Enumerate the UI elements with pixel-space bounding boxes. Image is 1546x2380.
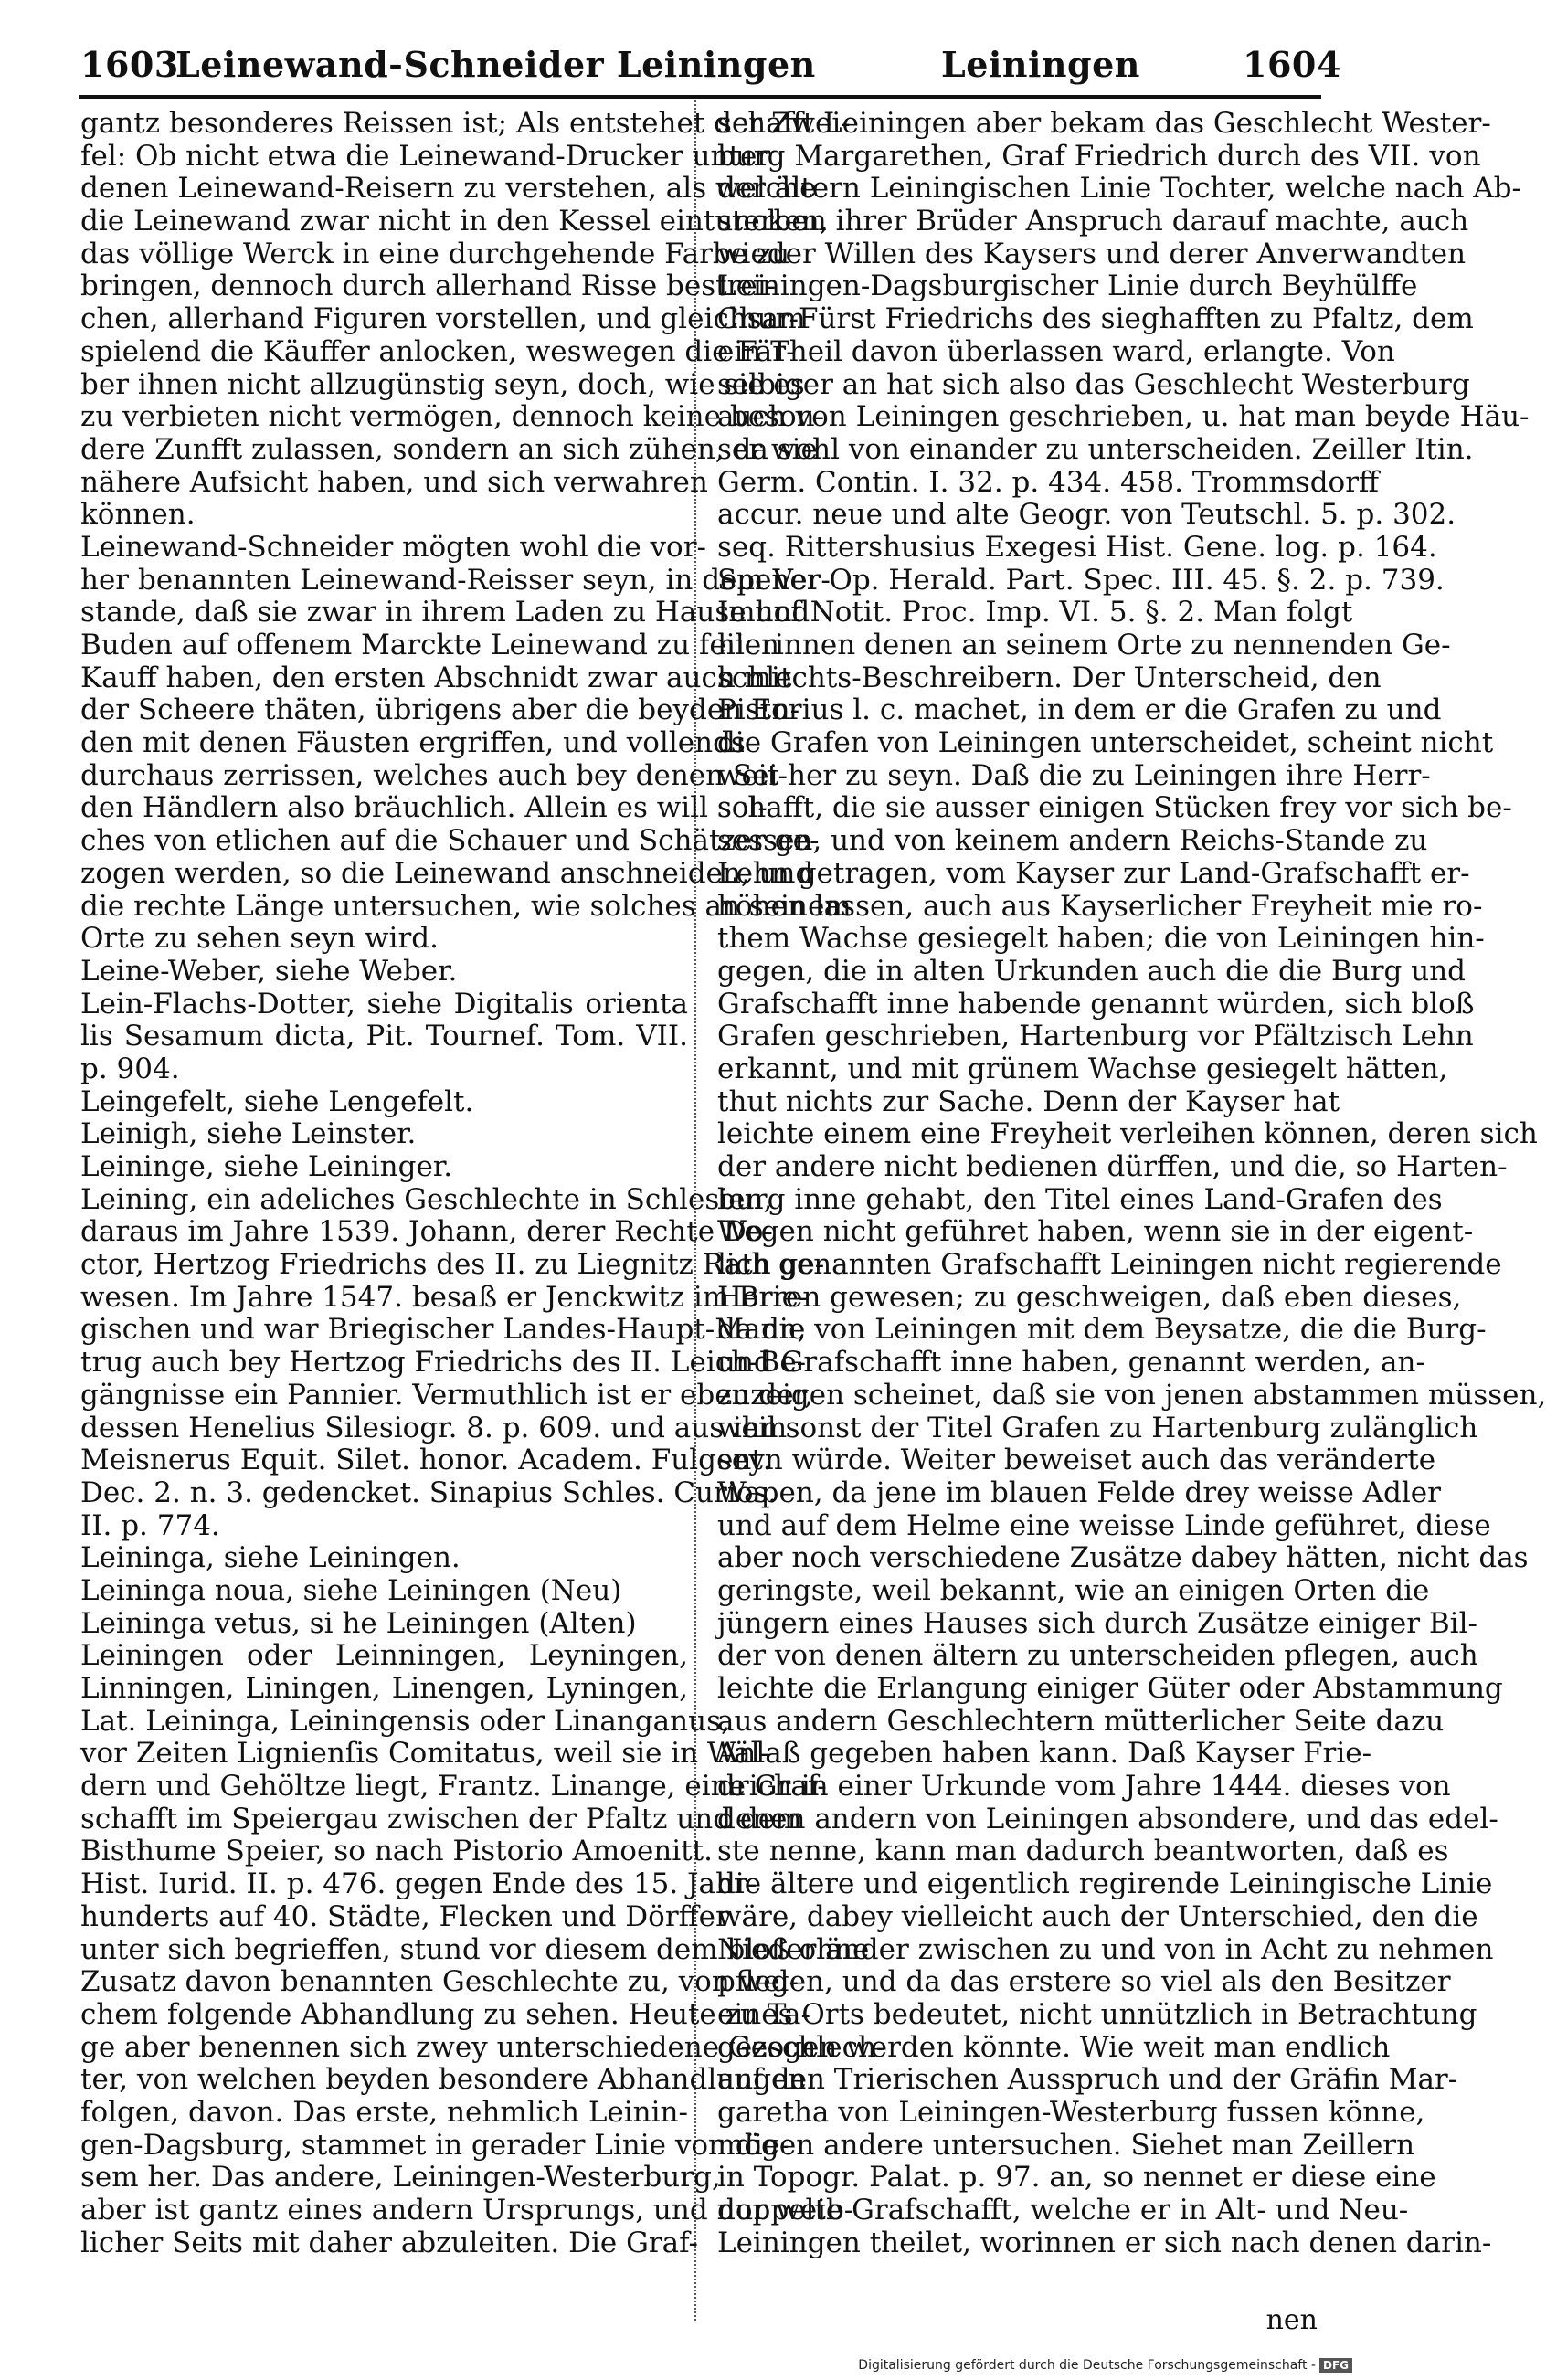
text-line: jüngern eines Hauses sich durch Zusätze einiger Bil- (717, 1606, 1477, 1640)
text-line: denen Leinewand-Reisern zu verstehen, als welche (80, 172, 817, 206)
text-line: Leininga noua, siehe Leiningen (Neu) (80, 1573, 622, 1607)
text-line: durchaus zerrissen, welches auch bey denen Sei- (80, 758, 788, 792)
text-line: Spener Op. Herald. Part. Spec. III. 45. §. 2. p. 739. (717, 563, 1445, 597)
left-page-number: 1603 (80, 44, 179, 85)
right-running-title: Leiningen (941, 44, 1140, 85)
text-line: Leinewand-Schneider mögten wohl die vor- (80, 530, 706, 564)
text-line: eines Orts bedeutet, nicht unnützlich in Betrachtung (717, 1997, 1477, 2031)
header-rule (79, 95, 1321, 99)
text-line: thut nichts zur Sache. Denn der Kayser hat (717, 1084, 1340, 1118)
text-line: sem her. Das andere, Leiningen-Westerburg, (80, 2161, 721, 2195)
text-line: sessen, und von keinem andern Reichs-Stande zu (717, 824, 1428, 858)
text-line: die ältere und eigentlich regirende Leiningische Linie (717, 1867, 1493, 1901)
right-column (717, 107, 1546, 2259)
text-line: seyn würde. Weiter beweiset auch das veränderte (717, 1444, 1436, 1477)
text-line: wieder Willen des Kaysers und derer Anverwandten (717, 237, 1467, 270)
text-line: da die von Leiningen mit dem Beysatze, die die Burg- (717, 1313, 1487, 1347)
text-line: Linningen, Liningen, Linengen, Lyningen, (80, 1672, 688, 1705)
text-line: selbiger an hat sich also das Geschlecht Westerburg (717, 367, 1470, 401)
text-line: unter sich begrieffen, stund vor diesem dem bloß ohne (80, 1932, 870, 1966)
text-line: Orte zu sehen seyn wird. (80, 922, 439, 956)
text-line: mögen andere untersuchen. Siehet man Zeillern (717, 2128, 1415, 2162)
text-line: accur. neue und alte Geogr. von Teutschl. 5. p. 302. (717, 498, 1456, 532)
text-line: leichte die Erlangung einiger Güter oder Abstammung (717, 1672, 1503, 1705)
text-line: lich genannten Grafschafft Leiningen nicht regierende (717, 1248, 1502, 1282)
text-line: Chur-Fürst Friedrichs des sieghafften zu Pfaltz, dem (717, 302, 1474, 336)
text-line: burg inne gehabt, den Titel eines Land-Grafen des (717, 1182, 1443, 1216)
text-line: ctor, Hertzog Friedrichs des II. zu Liegnitz Rath ge- (80, 1248, 825, 1282)
text-line: gegen, die in alten Urkunden auch die die Burg und (717, 954, 1467, 988)
text-line: zogen werden, so die Leinewand anschneiden, und (80, 856, 814, 890)
text-line: Wapen, da jene im blauen Felde drey weisse Adler (717, 1476, 1441, 1509)
text-line: zuzeigen scheinet, daß sie von jenen abstammen müssen, (717, 1378, 1546, 1412)
text-line: hunderts auf 40. Städte, Flecken und Dörffer (80, 1899, 729, 1933)
text-line: schafft, die sie ausser einigen Stücken frey vor sich be- (717, 791, 1512, 825)
text-line: der ältern Leiningischen Linie Tochter, welche nach Ab- (717, 172, 1521, 206)
text-line: Lat. Leininga, Leiningensis oder Linanganus, (80, 1704, 730, 1738)
text-line: den mit denen Fäusten ergriffen, und vollends (80, 726, 746, 760)
text-line: der andere nicht bedienen dürffen, und die, so Harten- (717, 1150, 1508, 1183)
text-line: aus andern Geschlechtern mütterlicher Seite dazu (717, 1704, 1445, 1738)
text-line: folgen, davon. Das erste, nehmlich Leinin- (80, 2095, 688, 2129)
text-line: doppelte Grafschafft, welche er in Alt- und Neu- (717, 2194, 1409, 2227)
text-line: schafft Leiningen aber bekam das Geschlecht Wester- (717, 107, 1491, 140)
text-line: ste nenne, kann man dadurch beantworten, daß es (717, 1835, 1449, 1868)
text-line: Leiningen oder Leinningen, Leyningen, (80, 1639, 688, 1673)
text-line: der Scheere thäten, übrigens aber die beyden En- (80, 693, 800, 727)
text-line: drich in einer Urkunde vom Jahre 1444. dieses von (717, 1770, 1451, 1804)
text-line: Niederländer zwischen zu und von in Acht zu nehmen (717, 1932, 1494, 1966)
text-line: geringste, weil bekannt, wie an einigen Orten die (717, 1573, 1430, 1607)
text-line: wäre, dabey vielleicht auch der Unterschied, den die (717, 1899, 1478, 1933)
text-line: aber noch verschiedene Zusätze dabey hätten, nicht das (717, 1541, 1529, 1575)
text-line: gischen und war Briegischer Landes-Haupt-Mann, (80, 1313, 807, 1347)
text-line: Leinigh, siehe Leinster. (80, 1117, 417, 1151)
text-line: können. (80, 498, 196, 532)
text-line: ches von etlichen auf die Schauer und Schätzer ge- (80, 824, 820, 858)
text-line: auf den Trierischen Ausspruch und der Gräfin Mar- (717, 2063, 1458, 2097)
text-line: und auf dem Helme eine weisse Linde geführet, diese (717, 1508, 1491, 1542)
text-line: trug auch bey Hertzog Friedrichs des II. Leich-Be- (80, 1346, 807, 1380)
left-column (80, 107, 886, 2259)
text-line: bringen, dennoch durch allerhand Risse bestrei- (80, 270, 777, 303)
text-line: vor Zeiten Lignienſis Comitatus, weil sie in Wäl- (80, 1737, 769, 1771)
text-line: Leining, ein adeliches Geschlechte in Schlesien, (80, 1182, 773, 1216)
text-line: them Wachse gesiegelt haben; die von Leiningen hin- (717, 922, 1485, 956)
text-line: schafft im Speiergau zwischen der Pfaltz und dem (80, 1802, 802, 1835)
text-line: ein Theil davon überlassen ward, erlangte. Von (717, 334, 1395, 368)
text-line: dessen Henelius Silesiogr. 8. p. 609. und aus ihm (80, 1411, 788, 1444)
text-line: Leine-Weber, siehe Weber. (80, 954, 458, 988)
left-running-title: Leinewand-Schneider Leiningen (175, 44, 816, 85)
text-line: die rechte Länge untersuchen, wie solches an seinem (80, 889, 852, 923)
catchword: nen (1265, 2304, 1318, 2336)
text-line: dern und Gehöltze liegt, Frantz. Linange, eine Graf- (80, 1770, 827, 1804)
text-line: spielend die Käuffer anlocken, weswegen die Fär- (80, 334, 796, 368)
text-line: den Händlern also bräuchlich. Allein es will sol- (80, 791, 768, 825)
text-line: ter, von welchen beyden besondere Abhandlungen (80, 2063, 807, 2097)
text-line: stande, daß sie zwar in ihrem Laden zu Hause und (80, 596, 810, 629)
text-line: erkannt, und mit grünem Wachse gesiegelt hätten, (717, 1052, 1448, 1085)
text-line: Wegen nicht geführet haben, wenn sie in der eigent- (717, 1215, 1474, 1249)
text-line: das völlige Werck in eine durchgehende Farbe zu (80, 237, 790, 270)
text-line: licher Seits mit daher abzuleiten. Die Graf- (80, 2226, 698, 2259)
text-line: Buden auf offenem Marckte Leinewand zu feilen (80, 629, 779, 661)
text-line: burg Margarethen, Graf Friedrich durch des VII. von (717, 139, 1481, 173)
text-line: Dec. 2. n. 3. gedencket. Sinapius Schles. Curios. (80, 1476, 778, 1509)
text-line: Zusatz davon benannten Geschlechte zu, von wel- (80, 1965, 799, 1999)
text-line: Anlaß gegeben haben kann. Daß Kayser Frie- (717, 1737, 1372, 1771)
text-line: sterben ihrer Brüder Anspruch darauf machte, auch (717, 205, 1469, 238)
text-line: der von denen ältern zu unterscheiden pflegen, auch (717, 1639, 1478, 1673)
text-line: aber ist gantz eines andern Ursprungs, und nur weib- (80, 2194, 854, 2227)
text-line: schlechts-Beschreibern. Der Unterscheid, den (717, 661, 1382, 694)
text-line: und Grafschafft inne haben, genannt werden, an- (717, 1346, 1425, 1380)
text-line: gängnisse ein Pannier. Vermuthlich ist er eben der, (80, 1378, 813, 1412)
text-line: p. 904. (80, 1052, 180, 1085)
text-line: denen andern von Leiningen absondere, und das edel- (717, 1802, 1498, 1835)
text-line: Lehn getragen, vom Kayser zur Land-Grafschafft er- (717, 856, 1470, 890)
text-line: weit her zu seyn. Daß die zu Leiningen ihre Herr- (717, 758, 1431, 792)
text-line: fel: Ob nicht etwa die Leinewand-Drucker unter (80, 139, 771, 173)
text-line: Kauff haben, den ersten Abschnidt zwar auch mit (80, 661, 792, 694)
text-line: Leiningen-Dagsburgischer Linie durch Beyhülffe (717, 270, 1418, 303)
text-line: daraus im Jahre 1539. Johann, derer Rechte Do- (80, 1215, 773, 1249)
text-line: auch von Leiningen geschrieben, u. hat man beyde Häu- (717, 400, 1530, 434)
text-line: chen, allerhand Figuren vorstellen, und gleichsam (80, 302, 806, 336)
text-line: höhen lassen, auch aus Kayserlicher Freyheit mie ro- (717, 889, 1483, 923)
text-line: chem folgende Abhandlung zu sehen. Heute zu Ta- (80, 1997, 810, 2031)
text-line: Herren gewesen; zu geschweigen, daß eben dieses, (717, 1280, 1462, 1314)
text-line: Meisnerus Equit. Silet. honor. Academ. Fulgent. (80, 1444, 772, 1477)
text-line: her benannten Leinewand-Reisser seyn, in dem Ver- (80, 563, 831, 597)
text-line: gezogen werden könnte. Wie weit man endlich (717, 2030, 1391, 2064)
text-line: Grafschafft inne habende genannt würden, sich bloß (717, 987, 1475, 1021)
text-line: II. p. 774. (80, 1508, 220, 1542)
text-line: dere Zunfft zulassen, sondern an sich zühen, da sie (80, 432, 818, 466)
text-line: die Leinewand zwar nicht in den Kessel eintuncken, (80, 205, 829, 238)
text-line: ser wohl von einander zu unterscheiden. Zeiller Itin. (717, 432, 1474, 466)
text-line: Leiningen theilet, worinnen er sich nach denen darin- (717, 2226, 1492, 2259)
text-line: hierinnen denen an seinem Orte zu nennenden Ge- (717, 629, 1451, 661)
text-line: Hist. Iurid. II. p. 476. gegen Ende des 15. Jahr- (80, 1867, 757, 1901)
text-line: ber ihnen nicht allzugünstig seyn, doch, wie sie es (80, 367, 805, 401)
dfg-logo: DFG (1319, 2358, 1352, 2373)
text-line: Lein-Flachs-Dotter, siehe Digitalis orienta (80, 987, 688, 1021)
text-line: die Grafen von Leiningen unterscheidet, scheint nicht (717, 726, 1494, 760)
text-line: gantz besonderes Reissen ist; Als entstehet der Zwei- (80, 107, 851, 140)
digitization-footer (858, 2358, 1352, 2373)
footer-text: Digitalisierung gefördert durch die Deutsche Forschungsgemeinschaft - (858, 2358, 1316, 2373)
text-line: Germ. Contin. I. 32. p. 434. 458. Trommsdorff (717, 465, 1380, 499)
text-line: Imhof Notit. Proc. Imp. VI. 5. §. 2. Man folgt (717, 596, 1353, 629)
text-line: Pistorius l. c. machet, in dem er die Grafen zu und (717, 693, 1442, 727)
text-line: weil sonst der Titel Grafen zu Hartenburg zulänglich (717, 1411, 1478, 1444)
text-line: Leininga vetus, si he Leiningen (Alten) (80, 1606, 637, 1640)
text-line: nähere Aufsicht haben, und sich verwahren (80, 465, 708, 499)
text-line: Leingefelt, siehe Lengefelt. (80, 1084, 474, 1118)
text-line: ge aber benennen sich zwey unterschiedene Geschlech- (80, 2030, 886, 2064)
text-line: Leininga, siehe Leiningen. (80, 1541, 461, 1575)
right-page-number: 1604 (1243, 44, 1341, 85)
text-line: Bisthume Speier, so nach Pistorio Amoenitt. (80, 1835, 713, 1868)
text-line: gen-Dagsburg, stammet in gerader Linie von die- (80, 2128, 789, 2162)
text-line: lis Sesamum dicta, Pit. Tournef. Tom. VII. (80, 1020, 688, 1053)
text-line: Grafen geschrieben, Hartenburg vor Pfältzisch Lehn (717, 1020, 1474, 1053)
text-line: zu verbieten nicht vermögen, dennoch keine beson- (80, 400, 825, 434)
text-line: in Topogr. Palat. p. 97. an, so nennet er diese eine (717, 2161, 1436, 2195)
text-line: seq. Rittershusius Exegesi Hist. Gene. log. p. 164. (717, 530, 1437, 564)
text-line: pflegen, und da das erstere so viel als den Besitzer (717, 1965, 1451, 1999)
text-line: leichte einem eine Freyheit verleihen können, deren sich (717, 1117, 1538, 1151)
text-line: garetha von Leiningen-Westerburg fussen könne, (717, 2095, 1425, 2129)
text-line: Leininge, siehe Leininger. (80, 1150, 453, 1183)
text-line: wesen. Im Jahre 1547. besaß er Jenckwitz im Brie- (80, 1280, 809, 1314)
